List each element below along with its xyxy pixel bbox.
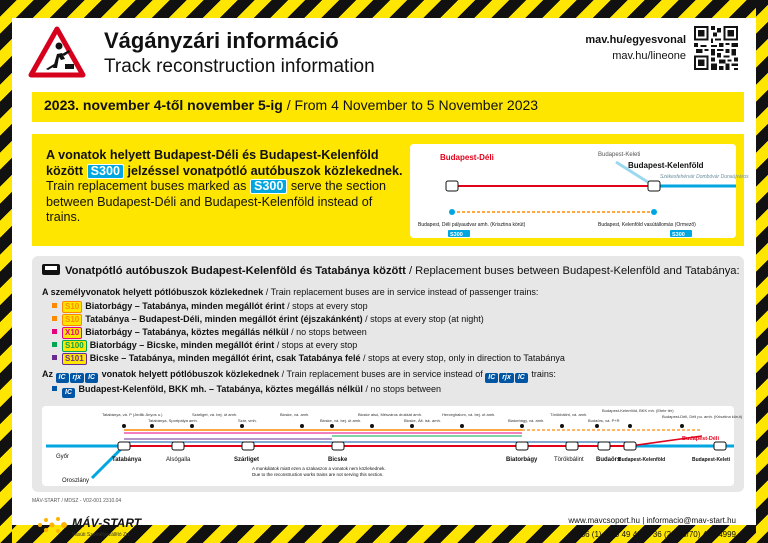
email-link[interactable]: | informacio@mav-start.hu bbox=[642, 516, 736, 525]
route-desc: / stops at every stop bbox=[276, 340, 358, 350]
hazard-stripe-right bbox=[756, 0, 768, 543]
logo-dot bbox=[38, 523, 42, 527]
intro-hu-part1: A vonatok helyett Budapest-Déli és Budapest-Kelenföld között bbox=[46, 148, 379, 178]
route-color-marker bbox=[52, 386, 57, 391]
intercity-logo: IC bbox=[62, 388, 75, 398]
route-name: Biatorbágy – Bicske, minden megállót érint bbox=[89, 340, 275, 350]
bus-stop bbox=[560, 424, 564, 428]
route-code: S10 bbox=[62, 314, 82, 326]
station-label: Biatorbágy bbox=[506, 457, 538, 463]
label-keleti: Budapest-Keleti bbox=[598, 152, 641, 158]
station bbox=[566, 442, 578, 450]
railjet-logo: rjx bbox=[499, 373, 514, 383]
bus-stop bbox=[628, 424, 632, 428]
station-deli bbox=[446, 181, 458, 191]
hazard-stripe-top bbox=[0, 0, 768, 18]
route-item bbox=[52, 313, 484, 326]
route-name: Bicske – Tatabánya, minden megállót érint, csak Tatabánya felé bbox=[89, 353, 361, 363]
label-stop-deli: Budapest, Déli pályaudvar amh. (Krisztina körút) bbox=[418, 222, 526, 228]
bus-stop bbox=[190, 424, 194, 428]
logo-dot bbox=[56, 517, 60, 521]
ic-logos bbox=[56, 371, 100, 383]
logo-dot bbox=[44, 528, 48, 532]
station bbox=[516, 442, 528, 450]
bus-stop bbox=[410, 424, 414, 428]
logo-subtext: Vasúti Személyszállító Zrt. bbox=[72, 532, 131, 538]
route-desc: / stops at every stop (at night) bbox=[365, 314, 484, 324]
station-label: Tatabánya bbox=[112, 457, 142, 463]
list-heading-ic-hu: vonatok helyett pótlóbuszok közlekednek bbox=[101, 369, 280, 379]
list-heading-ic-suffix: trains: bbox=[531, 369, 556, 379]
bus-stop bbox=[460, 424, 464, 428]
bus-stop-label: Szárliget, vá. bej. út amh. bbox=[192, 412, 238, 417]
route-code: S100 bbox=[62, 340, 87, 352]
date-english: / From 4 November to 5 November 2023 bbox=[286, 97, 539, 113]
list-heading-passenger bbox=[42, 287, 538, 297]
station-label-gyor: Győr bbox=[56, 454, 70, 460]
route-name: Biatorbágy – Tatabánya, minden megállót érint bbox=[85, 301, 285, 311]
web-link[interactable]: www.mavcsoport.hu bbox=[568, 516, 640, 525]
railjet-logo: rjx bbox=[70, 373, 85, 383]
qr-code-icon[interactable] bbox=[694, 26, 738, 70]
intro-text bbox=[46, 148, 406, 226]
route-color-marker bbox=[52, 329, 57, 334]
route-desc: / no stops between bbox=[291, 327, 367, 337]
station bbox=[118, 442, 130, 450]
station-label: Budaörs bbox=[596, 457, 621, 463]
bus-stop-label: Tatabánya, vá. P (Jedlik Ányos u.) bbox=[102, 412, 163, 417]
date-hungarian: 2023. november 4-től november 5-ig bbox=[44, 97, 283, 113]
station-label: Budapest-Keleti bbox=[692, 457, 731, 463]
replacement-bus-panel bbox=[32, 256, 744, 492]
bus-stop bbox=[150, 424, 154, 428]
url-hungarian[interactable]: mav.hu/egyesvonal bbox=[585, 34, 686, 46]
route-desc: / no stops between bbox=[365, 384, 441, 394]
route-color-marker bbox=[52, 316, 57, 321]
station bbox=[624, 442, 636, 450]
intro-en-part2: serve the section between Budapest-Déli and Budapest-Kelenföld instead of trains. bbox=[46, 179, 387, 224]
closure-notice-hu: A munkálatok miatt ezen a szakaszon a vonatok nem közlekednek. bbox=[252, 466, 386, 471]
poster-sheet bbox=[12, 18, 756, 539]
station bbox=[598, 442, 610, 450]
mav-start-logo bbox=[32, 510, 172, 540]
station-label: Törökbálint bbox=[554, 457, 584, 463]
bus-stop-label: Biatorbágy, vá. amh. bbox=[508, 418, 545, 423]
bus-stop-label: Herceghalom, vá. bej. út amh. bbox=[442, 412, 496, 417]
bus-stop-label: Bicske, vá. amh. bbox=[280, 412, 310, 417]
contact-web bbox=[568, 516, 736, 525]
url-english[interactable]: mav.hu/lineone bbox=[612, 50, 686, 62]
route-color-marker bbox=[52, 303, 57, 308]
contact-phone: +36 (1) 3 49 49 49 | +36 (20/30/70) 499 4999 bbox=[576, 530, 736, 539]
tag-s300-right-text: S300 bbox=[672, 232, 685, 238]
station-kelenfold bbox=[648, 181, 660, 191]
bus-stop-label: Tatabánya, Sportpálya amh. bbox=[148, 418, 198, 423]
station bbox=[172, 442, 184, 450]
print-code: MÁV-START / MDSZ - V02-001 2310.04 bbox=[32, 498, 122, 504]
bus-icon bbox=[42, 264, 60, 275]
station-label: Budapest-Kelenföld bbox=[618, 457, 666, 463]
bus-stop bbox=[300, 424, 304, 428]
s300-tag: S300 bbox=[87, 164, 124, 179]
bus-stop-label: Budapest-Kelenföld, BKK mh. (Etele tér) bbox=[602, 408, 674, 413]
hazard-stripe-left bbox=[0, 0, 12, 543]
route-name: Biatorbágy – Tatabánya, köztes megállás nélkül bbox=[85, 327, 289, 337]
station-label: Szárliget bbox=[234, 457, 260, 463]
intercity-logo: IC bbox=[515, 373, 528, 383]
intro-box bbox=[32, 134, 749, 246]
logo-dot bbox=[56, 529, 60, 533]
route-code: S10 bbox=[62, 301, 82, 313]
title-hungarian: Vágányzári információ bbox=[104, 28, 339, 53]
ic-logos-en bbox=[485, 371, 529, 383]
bus-stop-label: Törökbálint, vá. amh. bbox=[550, 412, 588, 417]
route-code: X10 bbox=[62, 327, 82, 339]
panel-title bbox=[42, 264, 740, 277]
list-heading-passenger-en: / Train replacement buses are in service instead of passenger trains: bbox=[265, 287, 539, 297]
route-item bbox=[52, 326, 367, 339]
station bbox=[242, 442, 254, 450]
route-item-intercity bbox=[52, 383, 441, 396]
bus-stop-label: Bicske, vá. bej. út amh. bbox=[320, 418, 362, 423]
route-color-marker bbox=[52, 342, 57, 347]
tag-s300-left-text: S300 bbox=[450, 232, 463, 238]
bus-stop bbox=[680, 424, 684, 428]
route-desc: / stops at every stop bbox=[287, 301, 368, 311]
mini-route-map bbox=[410, 144, 749, 238]
list-heading-ic-en: / Train replacement buses are in service instead of bbox=[281, 369, 483, 379]
logo-text: MÁV-START bbox=[72, 516, 142, 530]
bus-stop-kelenfold bbox=[651, 209, 657, 215]
bus-stop bbox=[370, 424, 374, 428]
header bbox=[24, 20, 744, 86]
logo-dot bbox=[50, 523, 55, 528]
bus-stop-label: Budaörs, vá. P+R bbox=[588, 418, 620, 423]
label-deli: Budapest-Déli bbox=[440, 153, 494, 162]
station bbox=[332, 442, 344, 450]
label-stop-kelenfold: Budapest, Kelenföld vasútállomás (Ormezõ) bbox=[598, 222, 696, 228]
intercity-logo: IC bbox=[85, 373, 98, 383]
route-name: Budapest-Kelenföld, BKK mh. – Tatabánya, köztes megállás nélkül bbox=[78, 384, 363, 394]
footer bbox=[24, 498, 744, 542]
panel-title-en: / Replacement buses between Budapest-Kelenföld and Tatabánya: bbox=[408, 265, 740, 277]
bus-stop-label: Bicske alsó, Mészáros drukkát amh. bbox=[358, 412, 423, 417]
station-label: Bicske bbox=[328, 457, 348, 463]
station bbox=[714, 442, 726, 450]
bus-stop bbox=[240, 424, 244, 428]
bus-stop-label: Budapest-Déli, Déli pu. amh. (Krisztina körút) bbox=[662, 414, 743, 419]
station-label-deli: Budapest-Déli bbox=[682, 436, 719, 442]
bus-stop-label: Bicske, Ált. isk. amh. bbox=[404, 418, 441, 423]
station-label: Alsógalla bbox=[166, 457, 191, 463]
s300-tag-en: S300 bbox=[250, 179, 287, 194]
list-heading-passenger-hu: A személyvonatok helyett pótlóbuszok közlekednek bbox=[42, 287, 264, 297]
intercity-logo: IC bbox=[485, 373, 498, 383]
list-heading-intercity bbox=[42, 369, 556, 383]
bus-stop bbox=[330, 424, 334, 428]
intro-hu-part2: jelzéssel vonatpótló autóbuszok közlekednek. bbox=[127, 163, 403, 178]
bus-stop-deli bbox=[449, 209, 455, 215]
route-desc: / stops at every stop, only in direction to Tatabánya bbox=[362, 353, 565, 363]
bus-stop-label: Szár, vmh. bbox=[238, 418, 257, 423]
date-bar bbox=[32, 92, 744, 122]
station-label-oroszlany: Oroszlány bbox=[62, 478, 90, 484]
label-direction: Székesfehérvár Dombóvár Dunaújváros bbox=[660, 174, 749, 180]
bus-stop bbox=[520, 424, 524, 428]
roadworks-warning-icon bbox=[28, 26, 86, 78]
route-item bbox=[52, 339, 357, 352]
route-item bbox=[52, 352, 565, 365]
logo-dot bbox=[44, 518, 48, 522]
route-item bbox=[52, 300, 368, 313]
title-english: Track reconstruction information bbox=[104, 56, 375, 77]
route-color-marker bbox=[52, 355, 57, 360]
ic-logo-tag bbox=[62, 385, 76, 398]
route-name: Tatabánya – Budapest-Déli, minden megállót érint (éjszakánként) bbox=[85, 314, 363, 324]
list-heading-ic-prefix: Az bbox=[42, 369, 53, 379]
bus-stop bbox=[595, 424, 599, 428]
route-code: S101 bbox=[62, 353, 87, 365]
logo-dot bbox=[61, 522, 67, 528]
panel-title-hu: Vonatpótló autóbuszok Budapest-Kelenföld és Tatabánya között bbox=[65, 265, 406, 277]
bus-stop bbox=[122, 424, 126, 428]
closure-notice-en: Due to the reconstruction works trains are not serving this section. bbox=[252, 472, 384, 477]
line-map bbox=[42, 406, 743, 486]
intro-en-part1: Train replacement buses marked as bbox=[46, 179, 247, 193]
label-kelenfold: Budapest-Kelenföld bbox=[628, 161, 704, 170]
intercity-logo: IC bbox=[56, 373, 69, 383]
